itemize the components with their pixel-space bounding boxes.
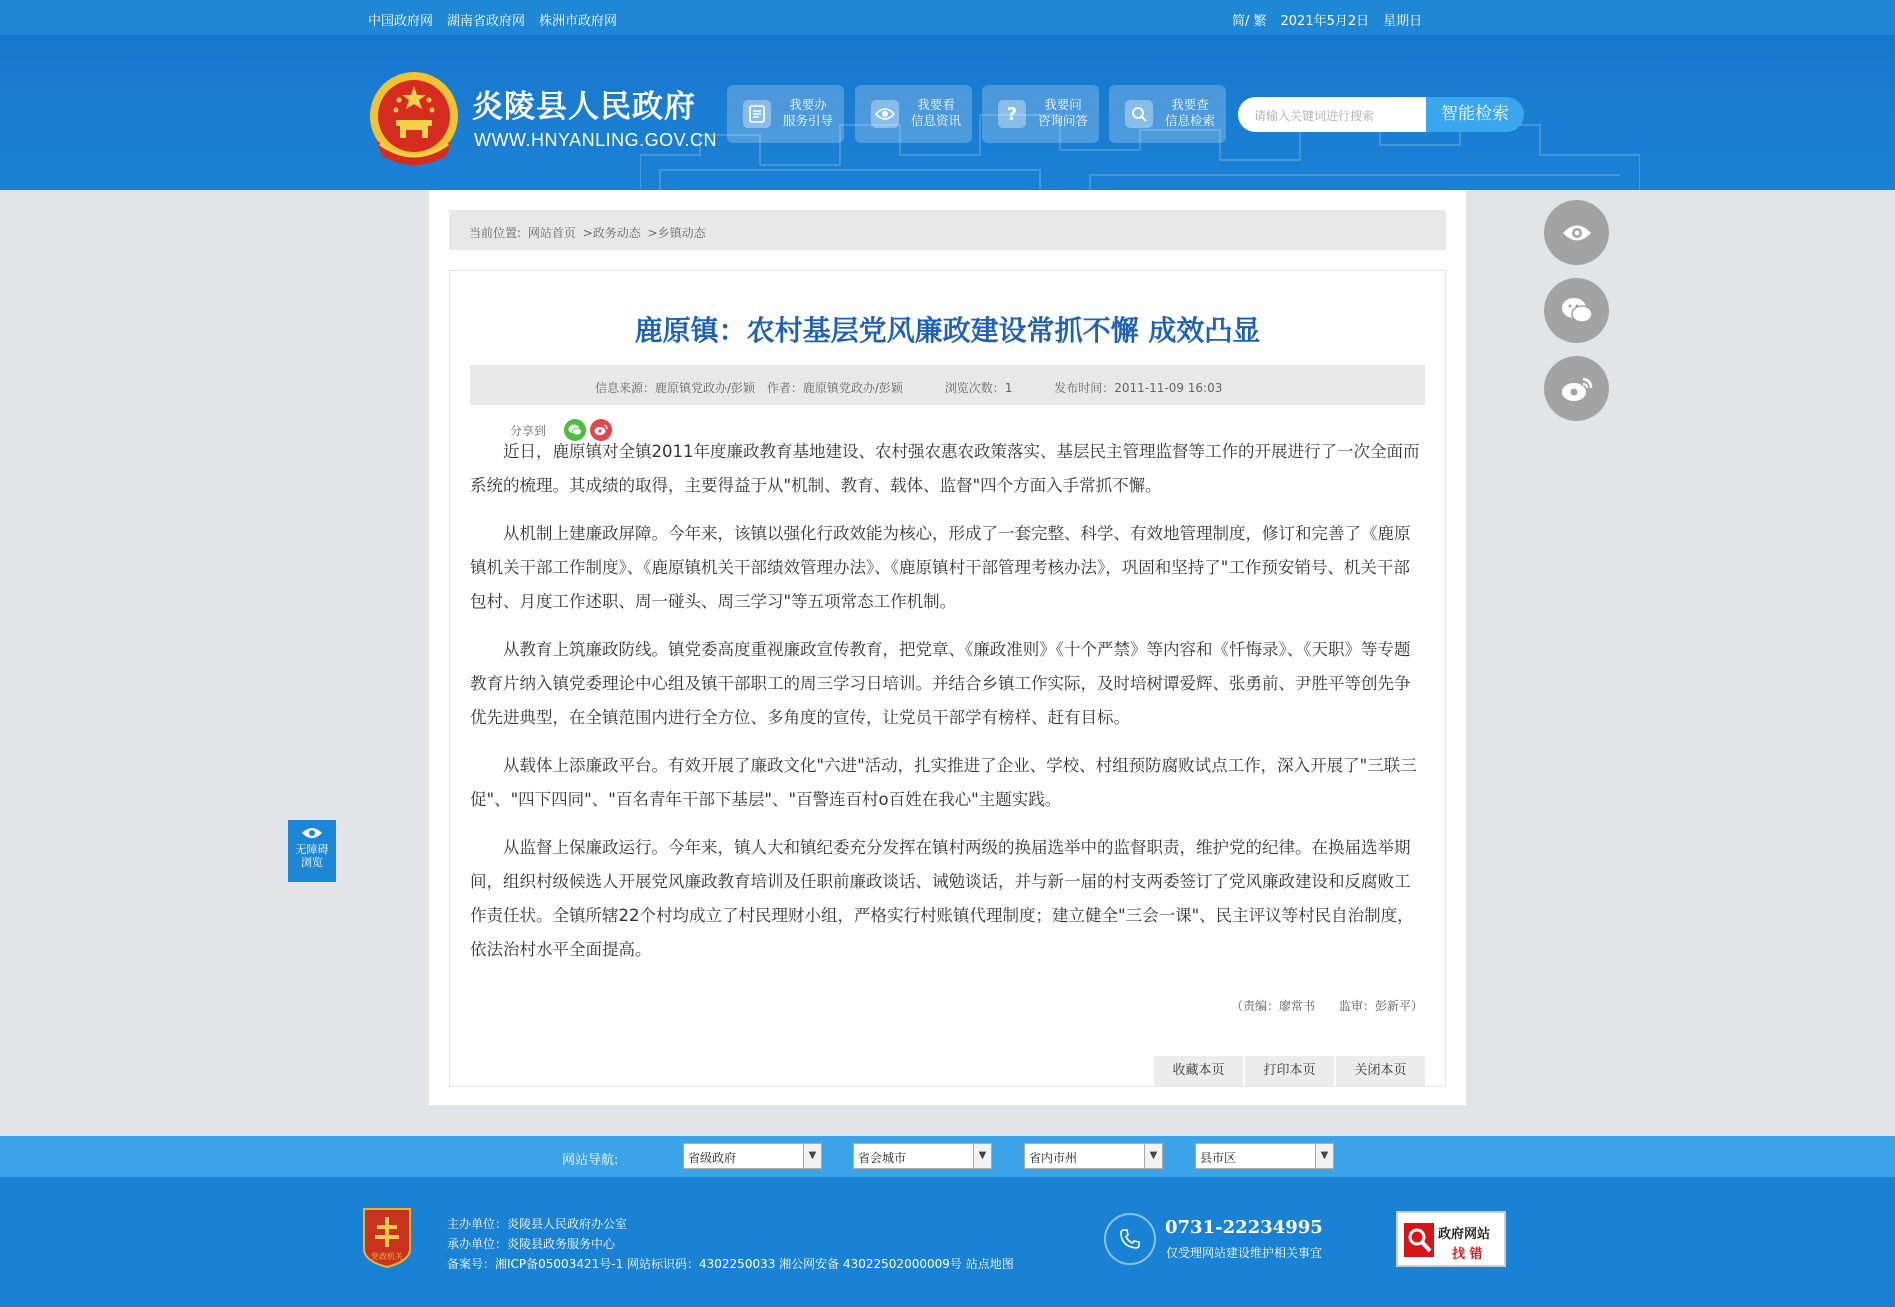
top-link-zhuzhou-gov[interactable]: 株洲市政府网 (539, 14, 618, 29)
gov-err-line1: 政府网站 (1438, 1227, 1491, 1242)
quick-link-line1: 我要看 (917, 97, 955, 112)
chevron-down-icon: ▼ (1315, 1144, 1333, 1168)
select-province-city[interactable] (1024, 1143, 1163, 1169)
bookmark-page-button[interactable]: 收藏本页 (1154, 1056, 1243, 1086)
eye-icon (871, 100, 899, 128)
select-county[interactable] (1195, 1143, 1334, 1169)
national-emblem-logo (366, 70, 462, 174)
select-value: 省会城市 (858, 1151, 907, 1165)
float-weibo-button[interactable] (1544, 356, 1609, 421)
breadcrumb-township[interactable]: >乡镇动态 (647, 226, 706, 240)
site-url: WWW.HNYANLING.GOV.CN (474, 130, 718, 150)
current-date: 2021年5月2日 (1280, 14, 1370, 29)
site-name[interactable]: 炎陵县人民政府 (472, 89, 696, 125)
accessibility-line1: 无障碍 (295, 843, 329, 856)
quick-link-info[interactable] (855, 85, 972, 143)
article-body (470, 435, 1425, 981)
article-title: 鹿原镇：农村基层党风廉政建设常抓不懈 成效凸显 (634, 314, 1261, 347)
search-icon (1125, 100, 1153, 128)
top-link-hunan-gov[interactable]: 湖南省政府网 (447, 14, 526, 29)
quick-link-consult-label (1038, 97, 1088, 129)
article (449, 270, 1446, 1087)
site-header (0, 35, 1895, 190)
article-paragraph: 从教育上筑廉政防线。镇党委高度重视廉政宣传教育，把党章、《廉政准则》《十个严禁》等内容和《忏悔录》、《天职》等专题教育片纳入镇党委理论中心组及镇干部职工的周三学习日培训。并结合乡镇工作实际，及时培树谭爱辉、张勇前、尹胜平等创先争优先进典型，在全镇范围内进行全方位、多角度的宣传，让党员干部学有榜样、赶有目标。 (470, 640, 1411, 727)
quick-link-consult[interactable] (982, 85, 1099, 143)
footer-record[interactable]: 备案号：湘ICP备05003421号-1 网站标识码：4302250033 湘公网安备 43022502000009号 站点地图 (447, 1257, 1014, 1271)
print-page-button[interactable]: 打印本页 (1245, 1056, 1334, 1086)
document-icon (743, 100, 771, 128)
footer-sponsor: 主办单位：炎陵县人民政府办公室 (447, 1217, 628, 1231)
gov-err-line2: 找 错 (1452, 1247, 1483, 1262)
quick-link-search-label (1165, 97, 1215, 129)
party-gov-badge-logo[interactable] (360, 1207, 414, 1269)
share-label: 分享到 (510, 423, 547, 438)
article-actions (1154, 1056, 1425, 1086)
current-weekday: 星期日 (1383, 14, 1423, 29)
quick-link-line2: 服务引导 (783, 113, 834, 128)
gov-site-error-report[interactable] (1396, 1211, 1506, 1267)
float-wechat-button[interactable] (1544, 278, 1609, 343)
chevron-down-icon: ▼ (803, 1144, 821, 1168)
article-paragraph: 从机制上建廉政屏障。今年来，该镇以强化行政效能为核心，形成了一套完整、科学、有效地管理制度，修订和完善了《鹿原镇机关干部工作制度》、《鹿原镇机关干部绩效管理办法》、《鹿原镇村干部管理考核办法》，巩固和坚持了"工作预安销号、机关干部包村、月度工作述职、周一碰头、周三学习"等五项常态工作机制。 (470, 524, 1411, 611)
accessibility-line2: 浏览 (301, 856, 323, 869)
language-switch[interactable]: 简/ 繁 (1232, 14, 1267, 29)
footer-nav-bar (0, 1136, 1895, 1177)
breadcrumb-home[interactable]: 网站首页 (527, 226, 576, 240)
quick-link-line2: 咨询问答 (1038, 113, 1089, 128)
main-content (429, 190, 1466, 1105)
breadcrumb-label: 当前位置: (469, 226, 522, 240)
badge-text: 党政机关 (371, 1252, 403, 1261)
quick-link-info-label (911, 97, 961, 129)
eye-icon (301, 826, 323, 840)
meta-published: 发布时间：2011-11-09 16:03 (1054, 381, 1223, 395)
quick-link-line1: 我要查 (1171, 97, 1209, 112)
footer-info (447, 1214, 1014, 1274)
top-bar (0, 0, 1895, 35)
article-paragraph: 从载体上添廉政平台。有效开展了廉政文化"六进"活动，扎实推进了企业、学校、村组预防腐败试点工作，深入开展了"三联三促"、"四下四同"、"百名青年干部下基层"、"百警连百村o百姓在我心"主题实践。 (470, 756, 1417, 809)
quick-link-search[interactable] (1109, 85, 1226, 143)
top-right (1232, 10, 1422, 29)
article-editor: （责编：廖常书 监审：彭新平） (1230, 999, 1423, 1013)
meta-author: 作者：鹿原镇党政办/彭颖 (766, 381, 903, 395)
search-button[interactable]: 智能检索 (1426, 97, 1524, 132)
top-links (368, 10, 617, 29)
meta-views: 浏览次数：1 (944, 381, 1013, 395)
select-value: 省级政府 (688, 1151, 737, 1165)
article-paragraph: 近日，鹿原镇对全镇2011年度廉政教育基地建设、农村强农惠农政策落实、基层民主管理监督等工作的开展进行了一次全面而系统的梳理。其成绩的取得，主要得益于从"机制、教育、载体、监督"四个方面入手常抓不懈。 (470, 442, 1420, 495)
article-meta (470, 365, 1425, 405)
select-province-gov[interactable] (683, 1143, 822, 1169)
select-value: 县市区 (1200, 1151, 1237, 1165)
footer-nav-label: 网站导航: (562, 1153, 619, 1168)
article-paragraph: 从监督上保廉政运行。今年来，镇人大和镇纪委充分发挥在镇村两级的换届选举中的监督职责，维护党的纪律。在换届选举期间，组织村级候选人开展党风廉政教育培训及任职前廉政谈话、诫勉谈话，并与新一届的村支两委签订了党风廉政建设和反腐败工作责任状。全镇所辖22个村均成立了村民理财小组，严格实行村账镇代理制度；建立健全"三会一课"、民主评议等村民自治制度，依法治村水平全面提高。 (470, 838, 1414, 959)
meta-source: 信息来源：鹿原镇党政办/彭颖 (595, 381, 756, 395)
phone-icon (1104, 1213, 1156, 1265)
eye-icon (1561, 222, 1593, 244)
top-link-china-gov[interactable]: 中国政府网 (368, 14, 434, 29)
question-icon: ? (998, 100, 1026, 128)
quick-link-service-label (783, 97, 833, 129)
breadcrumb (449, 210, 1446, 250)
magnifier-icon (1404, 1223, 1434, 1257)
site-footer (0, 1177, 1895, 1307)
wechat-icon (1561, 297, 1593, 325)
footer-phone-note: 仅受理网站建设维护相关事宜 (1166, 1246, 1323, 1260)
quick-link-line1: 我要办 (789, 97, 827, 112)
close-page-button[interactable]: 关闭本页 (1336, 1056, 1425, 1086)
footer-phone: 0731-22234995 (1165, 1217, 1323, 1238)
search-input[interactable]: 请输入关键词进行搜索 (1238, 97, 1426, 132)
quick-link-line2: 信息检索 (1165, 113, 1216, 128)
chevron-down-icon: ▼ (973, 1144, 991, 1168)
float-eye-button[interactable] (1544, 200, 1609, 265)
footer-organizer: 承办单位：炎陵县政务服务中心 (447, 1237, 616, 1251)
quick-link-line1: 我要问 (1044, 97, 1082, 112)
weibo-icon (1561, 376, 1593, 402)
select-value: 省内市州 (1029, 1151, 1078, 1165)
accessibility-button[interactable] (288, 820, 336, 882)
breadcrumb-news[interactable]: >政务动态 (582, 226, 641, 240)
chevron-down-icon: ▼ (1144, 1144, 1162, 1168)
select-capital-city[interactable] (853, 1143, 992, 1169)
quick-link-service[interactable] (727, 85, 844, 143)
quick-link-line2: 信息资讯 (911, 113, 962, 128)
